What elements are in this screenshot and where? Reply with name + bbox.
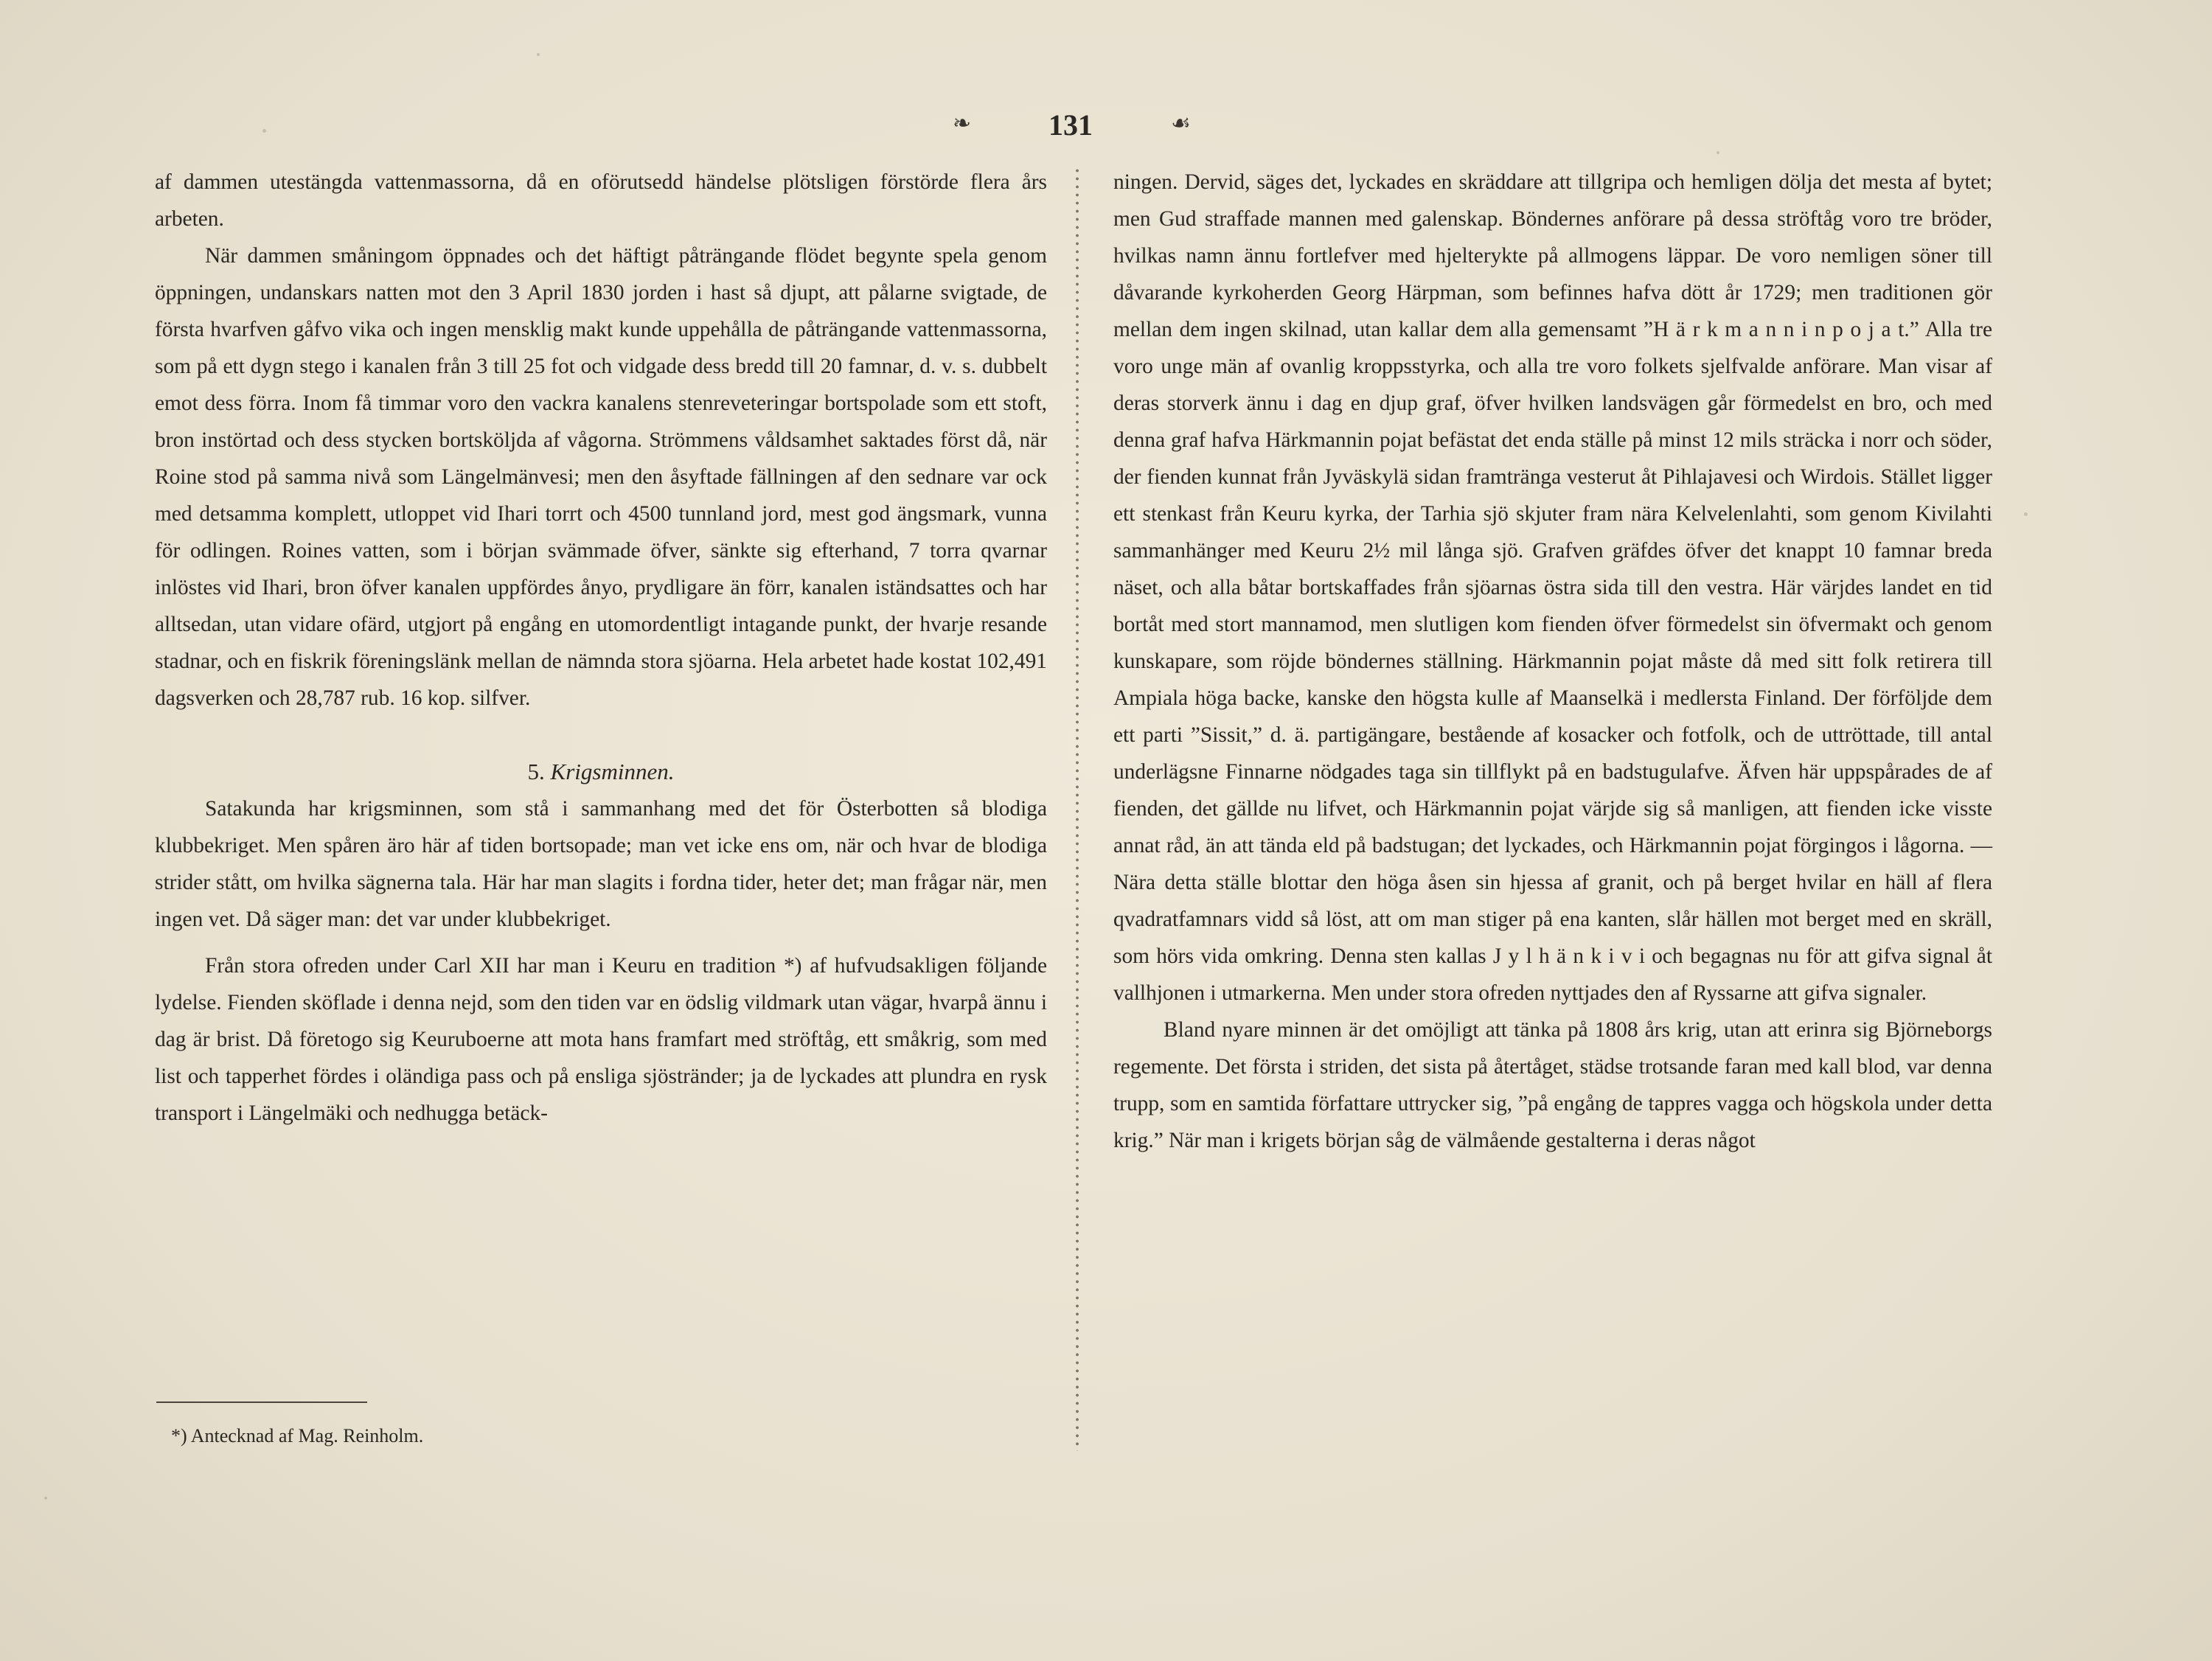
section-title: Krigsminnen. [550, 759, 675, 784]
right-paragraph-2: Bland nyare minnen är det omöjligt att tänka på 1808 års krig, utan att erinra sig Björneborgs regemente. Det första i striden, det sista på återtåget, städse trotsande faran med kall blod, var denna trupp, som en samtida författare uttrycker sig, ”på engång de tappres vagga och högskola under detta krig.” När man i krigets början såg de välmående gestalterna i deras något [1113, 1018, 1992, 1152]
gutter-dot-rule [1071, 167, 1084, 1451]
page-number: 131 [1048, 108, 1093, 142]
left-paragraph-1: af dammen utestängda vattenmassorna, då en oförutsedd händelse plötsligen förstörde flera års arbeten. [155, 170, 1047, 231]
page-header [0, 108, 2212, 144]
paper-speck [262, 129, 266, 133]
footnote-divider [156, 1401, 367, 1403]
footnote: *) Antecknad af Mag. Reinholm. [171, 1425, 424, 1446]
right-column [1113, 164, 1992, 1461]
left-paragraph-4: Från stora ofreden under Carl XII har man i Keuru en tradition *) af hufvudsakligen följande lydelse. Fienden sköflade i denna nejd, som den tiden var en ödslig vildmark utan vägar, hvarpå ännu i dag är brist. Då företogo sig Keuruboerne att mota hans framfart med ströftåg, ett småkrig, som med list och tapperhet fördes i oländiga pass och på ensliga sjöstränder; ja de lyckades att plundra en rysk transport i Längelmäki och nedhugga betäck- [155, 954, 1047, 1125]
section-heading [155, 753, 1047, 790]
left-paragraph-2: När dammen småningom öppnades och det häftigt påträngande flödet begynte spela genom öppningen, undanskars natten mot den 3 April 1830 jorden i hast så djupt, att pålarne svigtade, de första hvarfven gåfvo vika och ingen mensklig makt kunde uppehålla de påträngande vattenmassorna, som på ett dygn stego i kanalen från 3 till 25 fot och vidgade dess bredd till 20 famnar, d. v. s. dubbelt emot dess förra. Inom få timmar voro den vackra kanalens stenreveteringar bortspolade som ett stoft, bron instörtad och dess stycken bortsköljda af vågorna. Strömmens våldsamhet saktades först då, när Roine stod på samma nivå som Längelmänvesi; men den åsyftade fällningen af den sednare var ock med detsamma komplett, utloppet vid Ihari torrt och 4500 tunnland jord, mest god ängsmark, vunna för odlingen. Roines vatten, som i början svämmade öfver, sänkte sig efterhand, 7 torra qvarnar inlöstes vid Ihari, bron öfver kanalen uppfördes ånyo, prydligare än förr, kanalen iständsattes och har alltsedan, utan vidare ofärd, utgjort på engång en utomordentligt intagande punkt, der hvarje resande stadnar, och en fiskrik föreningslänk mellan de nämnda stora sjöarna. Hela arbetet hade kostat 102,491 dagsverken och 28,787 rub. 16 kop. silfver. [155, 244, 1047, 710]
paper-speck [537, 53, 540, 56]
section-number: 5. [527, 759, 545, 784]
ornament-right-icon: ☙ [1171, 111, 1191, 136]
left-column [155, 164, 1047, 1461]
ornament-left-icon: ❧ [953, 111, 972, 136]
right-paragraph-1: ningen. Dervid, säges det, lyckades en skräddare att tillgripa och hemligen dölja det mesta af bytet; men Gud straffade mannen med galenskap. Böndernes anförare på dessa ströftåg voro tre bröder, hvilkas namn ännu fortlefver med hjelterykte på allmogens läppar. De voro nemligen söner till dåvarande kyrkoherden Georg Härpman, som befinnes hafva dött år 1729; men traditionen gör mellan dem ingen skilnad, utan kallar dem alla gemensamt ”H ä r k m a n n i n p o j a t.” Alla tre voro unge män af ovanlig kroppsstyrka, och alla tre voro folkets sjelfvalde anförare. Man visar af deras storverk ännu i dag en djup graf, öfver hvilken landsvägen går förmedelst en bro, och med denna graf hafva Härkmannin pojat befästat det enda ställe på minst 12 mils sträcka i norr och söder, der fienden kunnat från Jyväskylä sidan framtränga vesterut åt Pihlajavesi och Wirdois. Stället ligger ett stenkast från Keuru kyrka, der Tarhia sjö skjuter fram nära Kelvelenlahti, som genom Kivilahti sammanhänger med Keuru 2½ mil långa sjö. Grafven gräfdes öfver det knappt 10 famnar breda näset, och alla båtar bortskaffades från sjöarnas östra sida till den vestra. Här värjdes landet en tid bortåt med stort mannamod, men slutligen kom fienden öfver förmedelst sin öfvermakt och genom kunskapare, som röjde böndernes ställning. Härkmannin pojat måste då med sitt folk retirera till Ampiala höga backe, kanske den högsta kulle af Maanselkä i medlersta Finland. Der förföljde dem ett parti ”Sissit,” d. ä. partigängare, bestående af kosacker och fotfolk, och de uttröttade, till antal underlägsne Finnarne nödgades taga sin tillflykt på en badstugulafve. Äfven här uppspårades de af fienden, det gällde nu lifvet, och Härkmannin pojat värjde sig så manligen, att fienden icke visste annat råd, än att tända eld på badstugan; det lyckades, och Härkmannin pojat förgingos i lågorna. — Nära detta ställe blottar den höga åsen sin hjessa af granit, och på berget hvilar en häll af flera qvadratfamnars vidd så löst, att om man stiger på ena kanten, slår hällen mot berget med en skräll, som hörs vida omkring. Denna sten kallas J y l h ä n k i v i och begagnas nu för att gifva signal åt vallhjonen i utmarkerna. Men under stora ofreden nyttjades den af Ryssarne att gifva signaler. [1113, 170, 1992, 1005]
left-paragraph-3: Satakunda har krigsminnen, som stå i sammanhang med det för Österbotten så blodiga klubbekriget. Men spåren äro här af tiden bortsopade; man vet icke ens om, när och hvar de blodiga strider stått, om hvilka sägnerna tala. Här har man slagits i fordna tider, heter det; man frågar när, men ingen vet. Då säger man: det var under klubbekriget. [155, 797, 1047, 931]
paper-speck [2024, 512, 2028, 516]
paper-speck [1717, 151, 1719, 154]
paper-speck [44, 1497, 47, 1500]
